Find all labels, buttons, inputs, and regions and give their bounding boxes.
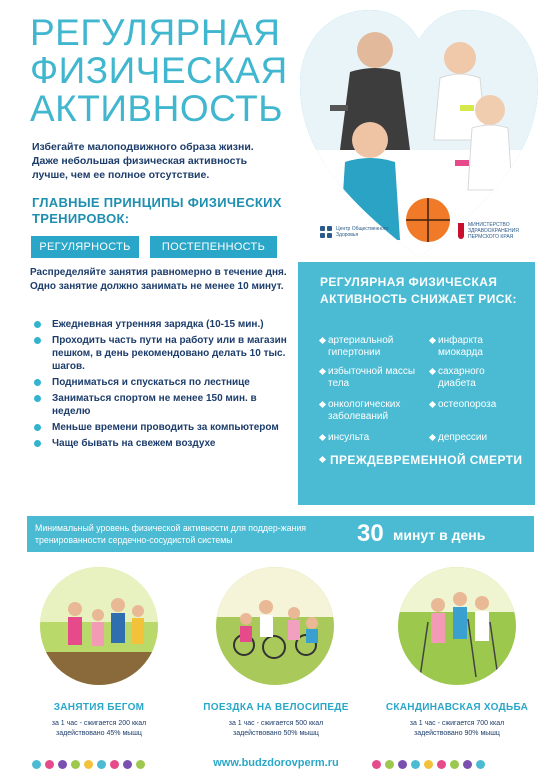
title-line-1: РЕГУЛЯРНАЯ: [30, 12, 281, 53]
tip-item: Подниматься и спускаться по лестнице: [32, 376, 297, 389]
tip-item: Ежедневная утренняя зарядка (10-15 мин.): [32, 318, 297, 331]
intro-text: Избегайте малоподвижного образа жизни. Даже небольшая физическая активность лучше, чем ее полное отсутствие.: [32, 141, 254, 181]
running-photo: [40, 567, 158, 685]
tag-gradualness: ПОСТЕПЕННОСТЬ: [150, 236, 277, 258]
activity-title-cycling: ПОЕЗДКА НА ВЕЛОСИПЕДЕ: [203, 702, 349, 713]
banner-text: Минимальный уровень физической активности для поддер-жания тренированности сердечно-сосудистой системы: [35, 523, 307, 545]
title-line-2: ФИЗИЧЕСКАЯ: [30, 50, 288, 91]
banner-unit: минут в день: [393, 527, 486, 543]
activity-muscles: задействовано 45% мышц: [56, 730, 142, 737]
activity-title-running: ЗАНЯТИЯ БЕГОМ: [53, 702, 145, 713]
risk-item: сахарного диабета: [430, 366, 525, 390]
risk-item: инсульта: [320, 432, 420, 444]
tip-item: Проходить часть пути на работу или в магазин пешком, в день рекомендовано делать 10 тыс. шагов.: [32, 334, 297, 373]
grid-icon: [320, 226, 332, 238]
activity-info-nordic-walking: [377, 719, 537, 739]
risk-heading: РЕГУЛЯРНАЯ ФИЗИЧЕСКАЯ АКТИВНОСТЬ СНИЖАЕТ РИСК:: [320, 275, 517, 306]
logo-left-text: Центр Общественного Здоровья: [336, 226, 389, 238]
activity-muscles: задействовано 90% мышц: [414, 730, 500, 737]
activity-info-cycling: [196, 719, 356, 739]
tip-item: Заниматься спортом не менее 150 мин. в неделю: [32, 392, 297, 418]
distribution-text: Распределяйте занятия равномерно в течение дня. Одно занятие должно занимать не менее 10 минут.: [30, 267, 287, 292]
logo-right-text: МИНИСТЕРСТВО ЗДРАВООХРАНЕНИЯ ПЕРМСКОГО КРАЯ: [467, 222, 519, 240]
activity-calories: за 1 час - сжигается 500 ккал: [228, 720, 324, 727]
activity-calories: за 1 час - сжигается 700 ккал: [409, 720, 505, 727]
crest-icon: [458, 223, 464, 239]
activity-calories: за 1 час - сжигается 200 ккал: [51, 720, 147, 727]
risk-panel: [298, 262, 535, 505]
footer-decor-left: [32, 758, 145, 770]
tip-item: Чаще бывать на свежем воздухе: [32, 437, 297, 450]
activity-muscles: задействовано 50% мышц: [233, 730, 319, 737]
risk-item: избыточной массы тела: [320, 366, 420, 390]
activity-title-nordic-walking: СКАНДИНАВСКАЯ ХОДЬБА: [385, 702, 529, 713]
activity-info-running: [19, 719, 179, 739]
cycling-photo: [216, 567, 334, 685]
risk-item: депрессии: [430, 432, 525, 444]
nordic-walking-photo: [398, 567, 516, 685]
ministry-logo: [458, 222, 538, 240]
title-line-3: АКТИВНОСТЬ: [30, 88, 283, 129]
tag-regularity: РЕГУЛЯРНОСТЬ: [31, 236, 139, 258]
footer-decor-right: [372, 758, 485, 770]
tips-list: [32, 318, 297, 453]
risk-item: онкологических заболеваний: [320, 399, 425, 423]
risk-final: ПРЕЖДЕВРЕМЕННОЙ СМЕРТИ: [320, 452, 522, 469]
tip-item: Меньше времени проводить за компьютером: [32, 421, 297, 434]
website-link[interactable]: www.budzdorovperm.ru: [213, 757, 339, 769]
minimum-activity-banner: [27, 516, 534, 552]
risk-item: инфаркта миокарда: [430, 335, 525, 359]
public-health-center-logo: [320, 226, 400, 238]
risk-item: артериальной гипертонии: [320, 335, 420, 359]
risk-item: остеопороза: [430, 399, 525, 411]
banner-number: 30: [357, 520, 384, 547]
principles-heading: ГЛАВНЫЕ ПРИНЦИПЫ ФИЗИЧЕСКИХ ТРЕНИРОВОК:: [32, 195, 282, 226]
